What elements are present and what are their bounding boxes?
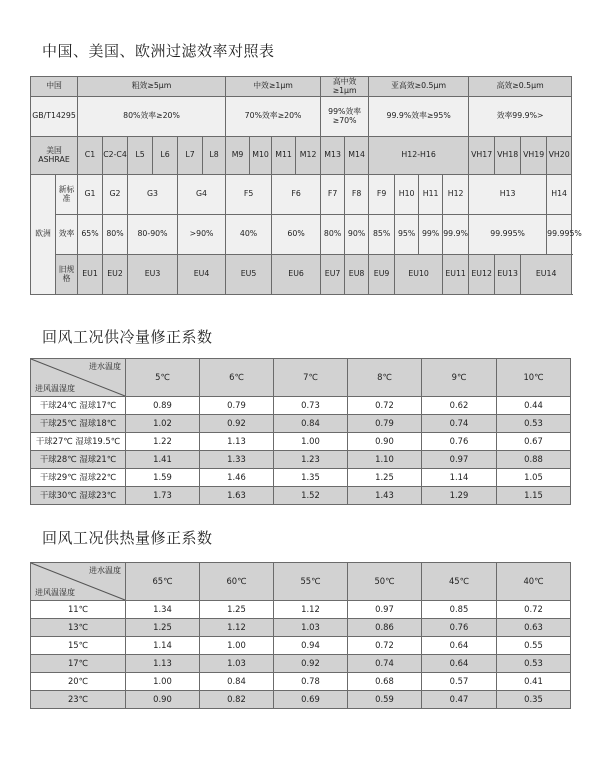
cell-value: 1.33 [200, 451, 274, 469]
ashrae-class: L6 [153, 137, 178, 175]
row-label: 23℃ [31, 691, 126, 709]
new-std-class: H13 [469, 175, 547, 215]
ashrae-class: H12-H16 [369, 137, 469, 175]
cell-value: 1.59 [126, 469, 200, 487]
cooling-correction-table [30, 358, 571, 505]
efficiency-value: 60% [272, 215, 321, 255]
cell-value: 0.72 [497, 601, 571, 619]
ashrae-class: M13 [321, 137, 345, 175]
cell-value: 0.94 [274, 637, 348, 655]
heating-correction-table [30, 562, 571, 709]
efficiency-value: 80% [321, 215, 345, 255]
cell-value: 0.82 [200, 691, 274, 709]
row-label: 干球30℃ 湿球23℃ [31, 487, 126, 505]
cell-value: 1.15 [497, 487, 571, 505]
column-header: 8℃ [348, 359, 422, 397]
efficiency-value: 80% [103, 215, 128, 255]
ashrae-class: L7 [178, 137, 203, 175]
cell-value: 0.67 [497, 433, 571, 451]
ashrae-class: VH18 [495, 137, 521, 175]
column-header: 9℃ [422, 359, 497, 397]
efficiency-value: 80-90% [128, 215, 178, 255]
old-spec-class: EU5 [226, 255, 272, 295]
row-label: 干球24℃ 湿球17℃ [31, 397, 126, 415]
old-spec-class: EU12 [469, 255, 495, 295]
cell-value: 0.85 [422, 601, 497, 619]
gb-value: 效率99.9%> [469, 97, 572, 137]
row-label: 20℃ [31, 673, 126, 691]
gb-value: 99%效率≥70% [321, 97, 369, 137]
efficiency-value: 99.995% [547, 215, 572, 255]
cell-value: 1.25 [348, 469, 422, 487]
ashrae-class: M11 [272, 137, 296, 175]
table-row [31, 487, 571, 505]
cell-value: 0.72 [348, 637, 422, 655]
ashrae-class: M9 [226, 137, 250, 175]
cell-value: 0.69 [274, 691, 348, 709]
cell-value: 1.43 [348, 487, 422, 505]
old-spec-class: EU8 [345, 255, 369, 295]
cell-value: 0.97 [422, 451, 497, 469]
cell-value: 0.78 [274, 673, 348, 691]
old-spec-class: EU13 [495, 255, 521, 295]
cell-value: 0.92 [200, 415, 274, 433]
efficiency-value: 85% [369, 215, 395, 255]
ashrae-class: M10 [250, 137, 272, 175]
table-row [31, 451, 571, 469]
cell-value: 0.59 [348, 691, 422, 709]
ashrae-class: L8 [203, 137, 226, 175]
old-spec-class: EU2 [103, 255, 128, 295]
ashrae-class: M12 [296, 137, 321, 175]
column-header: 10℃ [497, 359, 571, 397]
china-group: 亚高效≥0.5μm [369, 77, 469, 97]
table-row [31, 415, 571, 433]
cell-value: 0.55 [497, 637, 571, 655]
china-group: 粗效≥5μm [78, 77, 226, 97]
new-std-class: H14 [547, 175, 572, 215]
ashrae-class: M14 [345, 137, 369, 175]
cell-value: 0.53 [497, 415, 571, 433]
table-row [31, 673, 571, 691]
cell-value: 1.05 [497, 469, 571, 487]
efficiency-value: 90% [345, 215, 369, 255]
row-label: 干球27℃ 湿球19.5℃ [31, 433, 126, 451]
column-header: 65℃ [126, 563, 200, 601]
ashrae-class: C1 [78, 137, 103, 175]
cell-value: 1.35 [274, 469, 348, 487]
cell-value: 1.14 [422, 469, 497, 487]
heating-table-title: 回风工况供热量修正系数 [42, 529, 213, 547]
cell-value: 1.73 [126, 487, 200, 505]
old-spec-class: EU9 [369, 255, 395, 295]
row-label-europe: 欧洲 [31, 175, 56, 295]
china-group: 中效≥1μm [226, 77, 321, 97]
cell-value: 0.79 [200, 397, 274, 415]
row-label: 干球25℃ 湿球18℃ [31, 415, 126, 433]
cell-value: 1.13 [200, 433, 274, 451]
table-row [31, 655, 571, 673]
row-label-china: 中国 [31, 77, 78, 97]
row-label: 15℃ [31, 637, 126, 655]
cell-value: 0.35 [497, 691, 571, 709]
cell-value: 1.03 [200, 655, 274, 673]
cell-value: 0.84 [274, 415, 348, 433]
new-std-class: H10 [395, 175, 419, 215]
cell-value: 0.74 [348, 655, 422, 673]
cell-value: 1.25 [200, 601, 274, 619]
corner-header [31, 359, 126, 397]
new-std-class: F9 [369, 175, 395, 215]
efficiency-value: 99.9% [443, 215, 469, 255]
new-std-class: H11 [419, 175, 443, 215]
china-group: 高效≥0.5μm [469, 77, 572, 97]
header-air-temp: 进风温湿度 [35, 383, 75, 393]
efficiency-value: 99% [419, 215, 443, 255]
efficiency-value: 99.995% [469, 215, 547, 255]
cell-value: 0.90 [348, 433, 422, 451]
cell-value: 1.02 [126, 415, 200, 433]
row-label: 干球29℃ 湿球22℃ [31, 469, 126, 487]
cell-value: 0.64 [422, 655, 497, 673]
new-std-class: G1 [78, 175, 103, 215]
table-row [31, 691, 571, 709]
cell-value: 0.47 [422, 691, 497, 709]
cell-value: 0.86 [348, 619, 422, 637]
cooling-table-title: 回风工况供冷量修正系数 [42, 328, 213, 346]
row-label: 11℃ [31, 601, 126, 619]
old-spec-class: EU3 [128, 255, 178, 295]
cell-value: 0.84 [200, 673, 274, 691]
row-label-ashrae: 美国ASHRAE [31, 137, 78, 175]
cell-value: 1.12 [200, 619, 274, 637]
ashrae-class: VH19 [521, 137, 547, 175]
filter-efficiency-table [30, 76, 582, 295]
table-row [31, 619, 571, 637]
header-air-temp: 进风温湿度 [35, 587, 75, 597]
cell-value: 0.76 [422, 619, 497, 637]
cell-value: 0.68 [348, 673, 422, 691]
column-header: 60℃ [200, 563, 274, 601]
column-header: 5℃ [126, 359, 200, 397]
cell-value: 0.92 [274, 655, 348, 673]
cell-value: 0.74 [422, 415, 497, 433]
cell-value: 1.22 [126, 433, 200, 451]
cell-value: 1.13 [126, 655, 200, 673]
table-row [31, 397, 571, 415]
new-std-class: F8 [345, 175, 369, 215]
column-header: 40℃ [497, 563, 571, 601]
cell-value: 0.90 [126, 691, 200, 709]
cell-value: 0.72 [348, 397, 422, 415]
table-row [31, 469, 571, 487]
ashrae-class: C2-C4 [103, 137, 128, 175]
cell-value: 0.62 [422, 397, 497, 415]
new-std-class: F7 [321, 175, 345, 215]
ashrae-class: L5 [128, 137, 153, 175]
cell-value: 0.73 [274, 397, 348, 415]
row-label-old-spec: 旧规格 [56, 255, 78, 295]
cell-value: 1.34 [126, 601, 200, 619]
cell-value: 0.79 [348, 415, 422, 433]
cell-value: 1.00 [274, 433, 348, 451]
header-water-temp: 进水温度 [89, 362, 121, 371]
cell-value: 0.57 [422, 673, 497, 691]
column-header: 6℃ [200, 359, 274, 397]
new-std-class: H12 [443, 175, 469, 215]
table-row [31, 637, 571, 655]
cell-value: 0.41 [497, 673, 571, 691]
old-spec-class: EU6 [272, 255, 321, 295]
ashrae-class: VH17 [469, 137, 495, 175]
gb-value: 70%效率≥20% [226, 97, 321, 137]
cell-value: 0.88 [497, 451, 571, 469]
cell-value: 0.63 [497, 619, 571, 637]
gb-value: 80%效率≥20% [78, 97, 226, 137]
cell-value: 0.64 [422, 637, 497, 655]
cell-value: 0.89 [126, 397, 200, 415]
old-spec-class: EU1 [78, 255, 103, 295]
row-label-efficiency: 效率 [56, 215, 78, 255]
china-group: 高中效≥1μm [321, 77, 369, 97]
column-header: 55℃ [274, 563, 348, 601]
row-label: 13℃ [31, 619, 126, 637]
row-label: 17℃ [31, 655, 126, 673]
new-std-class: G3 [128, 175, 178, 215]
cell-value: 1.63 [200, 487, 274, 505]
old-spec-class: EU7 [321, 255, 345, 295]
old-spec-class: EU10 [395, 255, 443, 295]
cell-value: 0.97 [348, 601, 422, 619]
new-std-class: G4 [178, 175, 226, 215]
table-row [31, 601, 571, 619]
new-std-class: F6 [272, 175, 321, 215]
filter-table-title: 中国、美国、欧洲过滤效率对照表 [42, 42, 275, 60]
cell-value: 1.41 [126, 451, 200, 469]
cell-value: 1.52 [274, 487, 348, 505]
cell-value: 1.12 [274, 601, 348, 619]
column-header: 50℃ [348, 563, 422, 601]
cell-value: 1.10 [348, 451, 422, 469]
efficiency-value: >90% [178, 215, 226, 255]
efficiency-value: 65% [78, 215, 103, 255]
old-spec-class: EU4 [178, 255, 226, 295]
table-row [31, 433, 571, 451]
header-water-temp: 进水温度 [89, 566, 121, 575]
row-label: 干球28℃ 湿球21℃ [31, 451, 126, 469]
gb-value: 99.9%效率≥95% [369, 97, 469, 137]
old-spec-class: EU14 [521, 255, 572, 295]
cell-value: 0.53 [497, 655, 571, 673]
cell-value: 1.14 [126, 637, 200, 655]
cell-value: 1.29 [422, 487, 497, 505]
cell-value: 0.44 [497, 397, 571, 415]
cell-value: 1.23 [274, 451, 348, 469]
row-label-new-std: 新标准 [56, 175, 78, 215]
ashrae-class: VH20 [547, 137, 572, 175]
cell-value: 1.03 [274, 619, 348, 637]
row-label-gb: GB/T14295 [31, 97, 78, 137]
new-std-class: F5 [226, 175, 272, 215]
column-header: 45℃ [422, 563, 497, 601]
efficiency-value: 95% [395, 215, 419, 255]
cell-value: 1.00 [200, 637, 274, 655]
cell-value: 1.46 [200, 469, 274, 487]
corner-header [31, 563, 126, 601]
efficiency-value: 40% [226, 215, 272, 255]
old-spec-class: EU11 [443, 255, 469, 295]
column-header: 7℃ [274, 359, 348, 397]
new-std-class: G2 [103, 175, 128, 215]
cell-value: 1.00 [126, 673, 200, 691]
cell-value: 1.25 [126, 619, 200, 637]
cell-value: 0.76 [422, 433, 497, 451]
